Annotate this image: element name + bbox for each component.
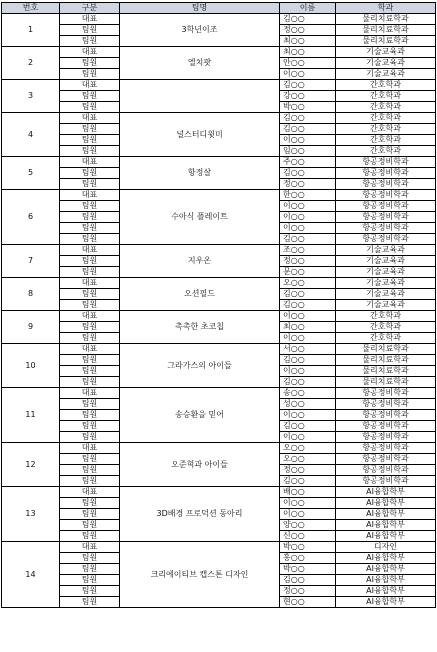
- member-role-cell: 팀원: [60, 432, 120, 443]
- member-department-cell: 기술교육과: [336, 58, 436, 69]
- table-row: [2, 47, 436, 58]
- member-department-cell: 물리치료학과: [336, 366, 436, 377]
- member-name-cell: 김○○: [280, 113, 336, 124]
- member-role-cell: 팀원: [60, 476, 120, 487]
- member-department-cell: 항공정비학과: [336, 201, 436, 212]
- member-department-cell: 간호학과: [336, 124, 436, 135]
- member-name-cell: 양○○: [280, 520, 336, 531]
- member-role-cell: 팀원: [60, 399, 120, 410]
- member-name-cell: 이○○: [280, 333, 336, 344]
- team-number-cell: 10: [2, 344, 60, 388]
- member-role-cell: 팀원: [60, 267, 120, 278]
- member-department-cell: 간호학과: [336, 102, 436, 113]
- member-role-cell: 대표: [60, 80, 120, 91]
- member-role-cell: 팀원: [60, 36, 120, 47]
- member-department-cell: 물리치료학과: [336, 14, 436, 25]
- member-role-cell: 팀원: [60, 69, 120, 80]
- team-name-cell: 엘치팟: [120, 47, 280, 80]
- member-department-cell: 항공정비학과: [336, 157, 436, 168]
- member-department-cell: AI융합학부: [336, 531, 436, 542]
- member-name-cell: 최○○: [280, 322, 336, 333]
- table-row: [2, 344, 436, 355]
- member-role-cell: 팀원: [60, 234, 120, 245]
- member-name-cell: 김○○: [280, 289, 336, 300]
- member-name-cell: 이○○: [280, 311, 336, 322]
- team-name-cell: 널스터디윗미: [120, 113, 280, 157]
- member-name-cell: 최○○: [280, 36, 336, 47]
- member-name-cell: 이○○: [280, 201, 336, 212]
- member-name-cell: 김○○: [280, 377, 336, 388]
- table-row: [2, 14, 436, 25]
- member-role-cell: 팀원: [60, 91, 120, 102]
- member-name-cell: 오○○: [280, 278, 336, 289]
- member-department-cell: 항공정비학과: [336, 388, 436, 399]
- member-department-cell: AI융합학부: [336, 597, 436, 608]
- header-role: 구분: [60, 3, 120, 14]
- member-role-cell: 대표: [60, 47, 120, 58]
- member-department-cell: 항공정비학과: [336, 212, 436, 223]
- table-row: [2, 388, 436, 399]
- member-role-cell: 팀원: [60, 377, 120, 388]
- table-body: [2, 14, 436, 608]
- member-role-cell: 팀원: [60, 25, 120, 36]
- table-row: [2, 113, 436, 124]
- table-row: [2, 157, 436, 168]
- member-role-cell: 팀원: [60, 58, 120, 69]
- member-role-cell: 대표: [60, 311, 120, 322]
- member-role-cell: 팀원: [60, 135, 120, 146]
- member-name-cell: 성○○: [280, 399, 336, 410]
- team-number-cell: 14: [2, 542, 60, 608]
- member-department-cell: 항공정비학과: [336, 399, 436, 410]
- member-department-cell: 간호학과: [336, 113, 436, 124]
- member-department-cell: 물리치료학과: [336, 355, 436, 366]
- member-role-cell: 팀원: [60, 531, 120, 542]
- member-department-cell: 기술교육과: [336, 300, 436, 311]
- member-department-cell: 간호학과: [336, 80, 436, 91]
- member-role-cell: 팀원: [60, 421, 120, 432]
- member-role-cell: 팀원: [60, 212, 120, 223]
- member-name-cell: 김○○: [280, 476, 336, 487]
- member-department-cell: 디자인: [336, 542, 436, 553]
- team-number-cell: 6: [2, 190, 60, 245]
- member-name-cell: 문○○: [280, 267, 336, 278]
- member-role-cell: 팀원: [60, 300, 120, 311]
- team-number-cell: 7: [2, 245, 60, 278]
- member-name-cell: 정○○: [280, 586, 336, 597]
- member-department-cell: 간호학과: [336, 146, 436, 157]
- member-department-cell: 항공정비학과: [336, 443, 436, 454]
- member-department-cell: 기술교육과: [336, 267, 436, 278]
- member-name-cell: 김○○: [280, 575, 336, 586]
- header-department: 학과: [336, 3, 436, 14]
- member-name-cell: 임○○: [280, 146, 336, 157]
- table-row: [2, 245, 436, 256]
- member-name-cell: 김○○: [280, 14, 336, 25]
- member-department-cell: 기술교육과: [336, 289, 436, 300]
- team-roster-table: [1, 2, 436, 608]
- team-name-cell: 크리에이티브 캡스톤 디자인: [120, 542, 280, 608]
- member-role-cell: 팀원: [60, 355, 120, 366]
- member-role-cell: 팀원: [60, 597, 120, 608]
- member-role-cell: 팀원: [60, 201, 120, 212]
- member-department-cell: 간호학과: [336, 322, 436, 333]
- member-department-cell: 기술교육과: [336, 278, 436, 289]
- member-department-cell: AI융합학부: [336, 498, 436, 509]
- member-role-cell: 팀원: [60, 146, 120, 157]
- team-number-cell: 2: [2, 47, 60, 80]
- member-department-cell: 항공정비학과: [336, 454, 436, 465]
- table-row: [2, 278, 436, 289]
- member-role-cell: 팀원: [60, 333, 120, 344]
- member-name-cell: 주○○: [280, 157, 336, 168]
- member-department-cell: 물리치료학과: [336, 377, 436, 388]
- member-department-cell: 항공정비학과: [336, 421, 436, 432]
- member-department-cell: AI융합학부: [336, 553, 436, 564]
- member-role-cell: 팀원: [60, 465, 120, 476]
- member-name-cell: 김○○: [280, 300, 336, 311]
- member-role-cell: 팀원: [60, 322, 120, 333]
- team-name-cell: 오준혁과 아이들: [120, 443, 280, 487]
- member-department-cell: 간호학과: [336, 333, 436, 344]
- member-name-cell: 최○○: [280, 47, 336, 58]
- member-department-cell: 기술교육과: [336, 69, 436, 80]
- member-name-cell: 신○○: [280, 531, 336, 542]
- member-name-cell: 김○○: [280, 421, 336, 432]
- member-role-cell: 대표: [60, 278, 120, 289]
- member-name-cell: 박○○: [280, 564, 336, 575]
- member-name-cell: 이○○: [280, 410, 336, 421]
- member-role-cell: 팀원: [60, 366, 120, 377]
- member-name-cell: 한○○: [280, 190, 336, 201]
- member-department-cell: 기술교육과: [336, 245, 436, 256]
- member-name-cell: 이○○: [280, 69, 336, 80]
- member-name-cell: 이○○: [280, 498, 336, 509]
- member-department-cell: AI융합학부: [336, 575, 436, 586]
- team-name-cell: 항정살: [120, 157, 280, 190]
- header-team-name: 팀명: [120, 3, 280, 14]
- member-name-cell: 정○○: [280, 465, 336, 476]
- member-department-cell: AI융합학부: [336, 487, 436, 498]
- member-role-cell: 팀원: [60, 520, 120, 531]
- member-department-cell: AI융합학부: [336, 586, 436, 597]
- member-role-cell: 대표: [60, 113, 120, 124]
- member-name-cell: 김○○: [280, 355, 336, 366]
- member-role-cell: 대표: [60, 443, 120, 454]
- table-row: [2, 190, 436, 201]
- member-name-cell: 박○○: [280, 102, 336, 113]
- member-department-cell: AI융합학부: [336, 509, 436, 520]
- team-number-cell: 4: [2, 113, 60, 157]
- member-role-cell: 팀원: [60, 223, 120, 234]
- table-row: [2, 443, 436, 454]
- member-name-cell: 김○○: [280, 124, 336, 135]
- member-role-cell: 대표: [60, 157, 120, 168]
- team-name-cell: 수아식 플레이트: [120, 190, 280, 245]
- team-number-cell: 12: [2, 443, 60, 487]
- member-name-cell: 이○○: [280, 135, 336, 146]
- table-row: [2, 311, 436, 322]
- member-department-cell: 항공정비학과: [336, 465, 436, 476]
- member-department-cell: 항공정비학과: [336, 432, 436, 443]
- member-role-cell: 대표: [60, 487, 120, 498]
- member-department-cell: 항공정비학과: [336, 168, 436, 179]
- table-header: [2, 3, 436, 14]
- member-role-cell: 팀원: [60, 168, 120, 179]
- team-number-cell: 5: [2, 157, 60, 190]
- team-number-cell: 11: [2, 388, 60, 443]
- member-role-cell: 팀원: [60, 586, 120, 597]
- member-role-cell: 팀원: [60, 509, 120, 520]
- member-name-cell: 오○○: [280, 443, 336, 454]
- team-number-cell: 13: [2, 487, 60, 542]
- member-department-cell: 항공정비학과: [336, 410, 436, 421]
- team-number-cell: 1: [2, 14, 60, 47]
- member-name-cell: 조○○: [280, 245, 336, 256]
- member-department-cell: 간호학과: [336, 91, 436, 102]
- member-role-cell: 대표: [60, 190, 120, 201]
- member-name-cell: 정○○: [280, 256, 336, 267]
- team-name-cell: [120, 80, 280, 113]
- member-department-cell: 물리치료학과: [336, 36, 436, 47]
- header-row: [2, 3, 436, 14]
- team-name-cell: 3D배경 프로덕션 동아리: [120, 487, 280, 542]
- member-role-cell: 팀원: [60, 124, 120, 135]
- member-role-cell: 팀원: [60, 454, 120, 465]
- member-name-cell: 김○○: [280, 234, 336, 245]
- member-name-cell: 박○○: [280, 542, 336, 553]
- member-name-cell: 정○○: [280, 179, 336, 190]
- member-role-cell: 대표: [60, 245, 120, 256]
- member-name-cell: 오○○: [280, 454, 336, 465]
- team-number-cell: 8: [2, 278, 60, 311]
- member-name-cell: 정○○: [280, 25, 336, 36]
- member-role-cell: 팀원: [60, 179, 120, 190]
- member-name-cell: 이○○: [280, 212, 336, 223]
- team-number-cell: 3: [2, 80, 60, 113]
- member-role-cell: 대표: [60, 344, 120, 355]
- member-name-cell: 이○○: [280, 223, 336, 234]
- table-row: [2, 80, 436, 91]
- header-member-name: 이름: [280, 3, 336, 14]
- member-role-cell: 팀원: [60, 553, 120, 564]
- member-department-cell: 기술교육과: [336, 256, 436, 267]
- member-department-cell: 항공정비학과: [336, 179, 436, 190]
- member-role-cell: 대표: [60, 542, 120, 553]
- team-name-cell: 지우온: [120, 245, 280, 278]
- member-department-cell: 물리치료학과: [336, 25, 436, 36]
- table-row: [2, 487, 436, 498]
- team-name-cell: 촉촉한 초코칩: [120, 311, 280, 344]
- member-department-cell: AI융합학부: [336, 520, 436, 531]
- member-name-cell: 김○○: [280, 168, 336, 179]
- member-name-cell: 송○○: [280, 388, 336, 399]
- member-role-cell: 팀원: [60, 289, 120, 300]
- member-name-cell: 이○○: [280, 432, 336, 443]
- member-department-cell: 간호학과: [336, 135, 436, 146]
- member-role-cell: 대표: [60, 14, 120, 25]
- team-name-cell: 오션필드: [120, 278, 280, 311]
- team-name-cell: 3학년이조: [120, 14, 280, 47]
- member-name-cell: 이○○: [280, 509, 336, 520]
- header-number: 번호: [2, 3, 60, 14]
- member-name-cell: 배○○: [280, 487, 336, 498]
- member-name-cell: 서○○: [280, 344, 336, 355]
- team-name-cell: 송승환을 믿어: [120, 388, 280, 443]
- member-department-cell: 항공정비학과: [336, 190, 436, 201]
- member-name-cell: 안○○: [280, 58, 336, 69]
- team-name-cell: 그라가스의 아이들: [120, 344, 280, 388]
- team-number-cell: 9: [2, 311, 60, 344]
- member-role-cell: 팀원: [60, 102, 120, 113]
- member-department-cell: 항공정비학과: [336, 223, 436, 234]
- member-role-cell: 팀원: [60, 564, 120, 575]
- member-name-cell: 홍○○: [280, 553, 336, 564]
- member-name-cell: 강○○: [280, 91, 336, 102]
- member-name-cell: 김○○: [280, 80, 336, 91]
- table-row: [2, 542, 436, 553]
- member-department-cell: 물리치료학과: [336, 344, 436, 355]
- member-department-cell: 항공정비학과: [336, 234, 436, 245]
- member-department-cell: 항공정비학과: [336, 476, 436, 487]
- member-role-cell: 팀원: [60, 575, 120, 586]
- member-name-cell: 이○○: [280, 366, 336, 377]
- member-role-cell: 팀원: [60, 498, 120, 509]
- member-department-cell: 기술교육과: [336, 47, 436, 58]
- member-department-cell: 간호학과: [336, 311, 436, 322]
- member-role-cell: 팀원: [60, 256, 120, 267]
- member-role-cell: 팀원: [60, 410, 120, 421]
- member-name-cell: 현○○: [280, 597, 336, 608]
- member-role-cell: 대표: [60, 388, 120, 399]
- member-department-cell: AI융합학부: [336, 564, 436, 575]
